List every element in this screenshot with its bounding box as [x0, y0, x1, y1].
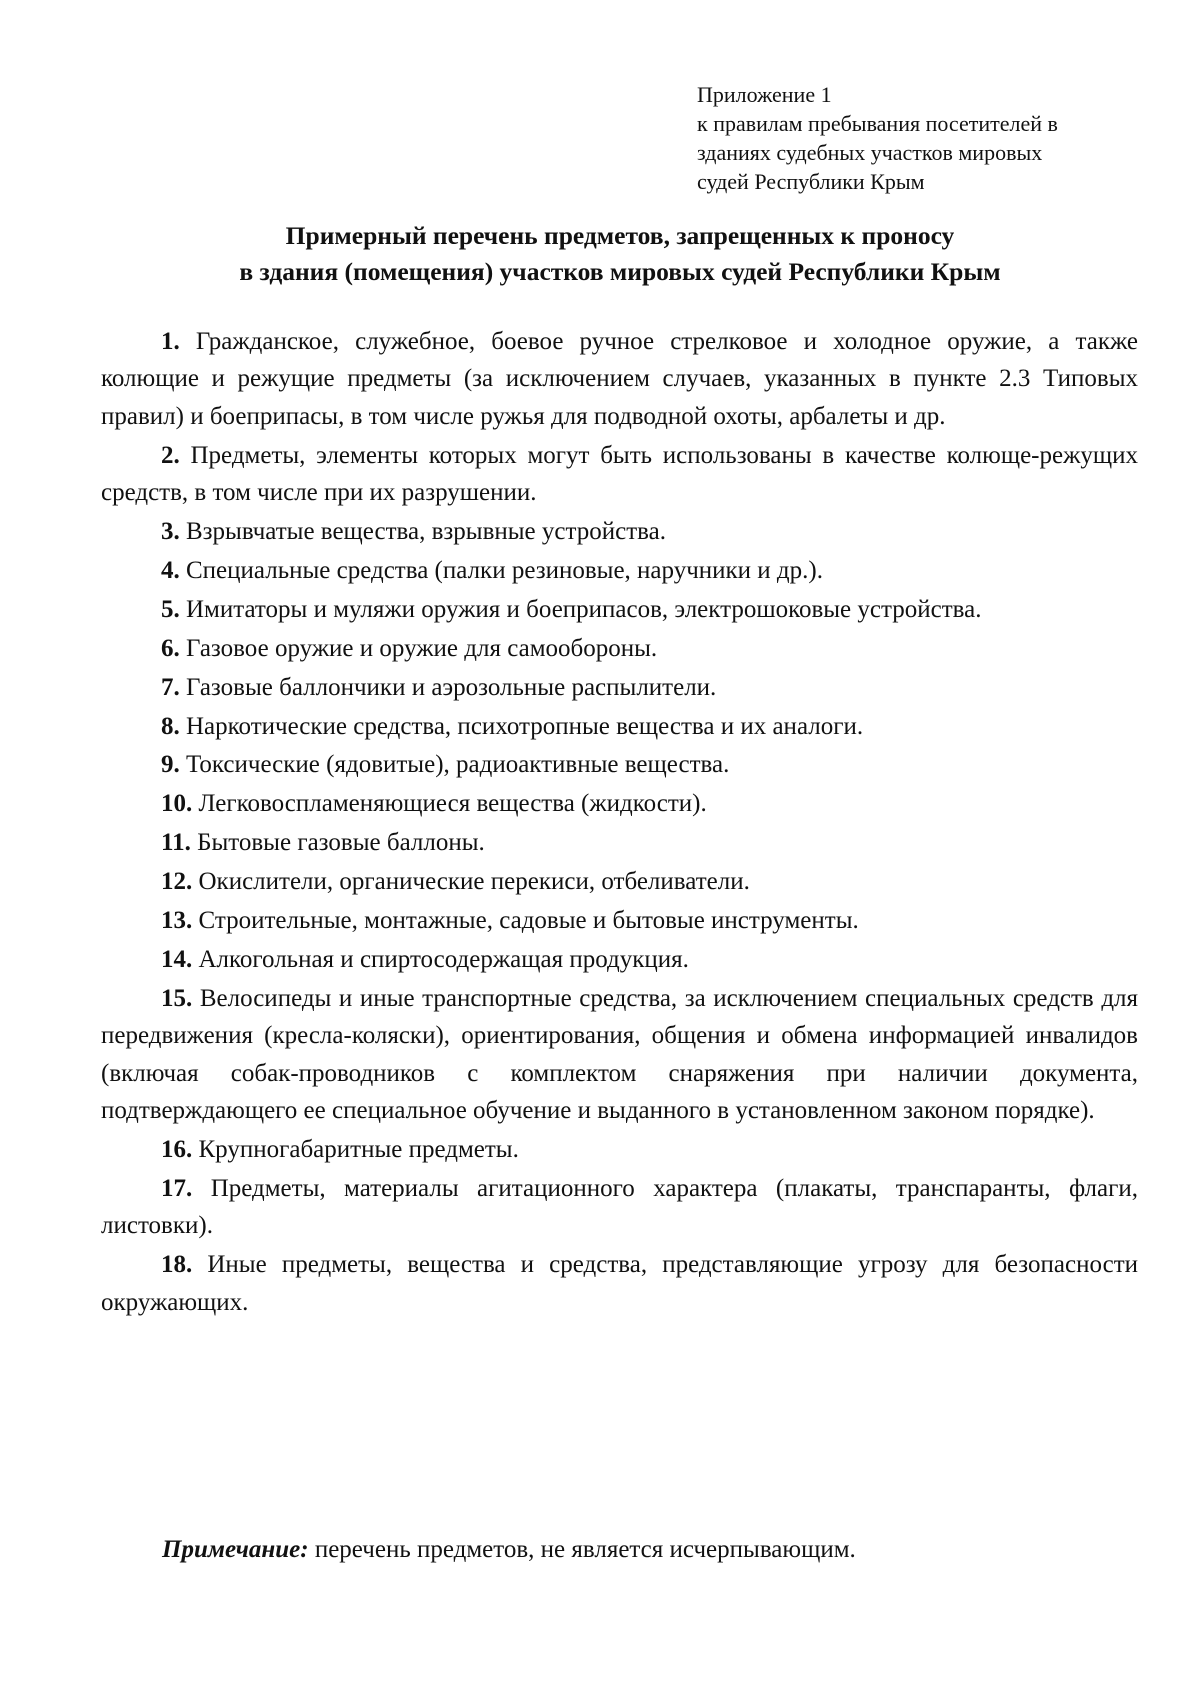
item-text: Предметы, материалы агитационного характера (плакаты, транспаранты, флаги, листовки). — [101, 1174, 1138, 1240]
list-item — [101, 863, 1138, 900]
item-text: Газовое оружие и оружие для самообороны. — [186, 634, 658, 662]
item-text: Предметы, элементы которых могут быть использованы в качестве колюще-режущих средств, в том числе при их разрушении. — [101, 441, 1139, 507]
list-item — [101, 902, 1138, 939]
footnote — [162, 1532, 1062, 1568]
item-text: Алкогольная и спиртосодержащая продукция. — [198, 946, 689, 973]
title-line: Примерный перечень предметов, запрещенных к проносу — [285, 221, 955, 250]
list-item — [101, 513, 1138, 550]
item-text: Окислители, органические перекиси, отбеливатели. — [198, 868, 750, 896]
item-text: Велосипеды и иные транспортные средства, за исключением специальных средств для передвижения (кресла-коляски), ориентирования, общения и обмена информацией инвалидов (включая собак-проводников с комплектом снаряжения при наличии документа, подтверждающего ее специальное обучение и выданного в установленном законом порядке). — [101, 984, 1139, 1125]
list-item — [101, 941, 1138, 978]
prohibited-items-list — [101, 323, 1138, 1323]
item-number: 11. — [161, 829, 191, 857]
item-number: 2. — [161, 441, 180, 469]
item-number: 10. — [161, 790, 193, 818]
list-item — [101, 1131, 1138, 1168]
list-item — [101, 552, 1138, 589]
item-number: 6. — [161, 634, 180, 662]
item-text: Взрывчатые вещества, взрывные устройства. — [186, 518, 666, 546]
list-item — [101, 630, 1138, 667]
note-label: Примечание: — [162, 1536, 309, 1563]
appendix-line: зданиях судебных участков мировых — [697, 140, 1043, 165]
list-item — [101, 708, 1138, 745]
list-item — [101, 437, 1138, 512]
document-title — [100, 218, 1140, 290]
item-text: Специальные средства (палки резиновые, наручники и др.). — [186, 556, 823, 584]
item-text: Легковоспламеняющиеся вещества (жидкости). — [198, 790, 707, 818]
appendix-line: к правилам пребывания посетителей в — [697, 111, 1058, 136]
item-number: 16. — [161, 1136, 193, 1164]
item-number: 8. — [161, 712, 180, 740]
appendix-header — [697, 80, 1137, 196]
item-number: 5. — [161, 595, 180, 623]
item-text: Гражданское, служебное, боевое ручное стрелковое и холодное оружие, а также колющие и режущие предметы (за исключением случаев, указанных в пункте 2.3 Типовых правил) и боеприпасы, в том числе ружья для подводной охоты, арбалеты и др. — [101, 328, 1139, 430]
note-text: перечень предметов, не является исчерпывающим. — [314, 1536, 856, 1563]
item-number: 4. — [161, 556, 180, 584]
appendix-line: Приложение 1 — [697, 82, 832, 107]
item-number: 12. — [161, 868, 193, 896]
item-text: Наркотические средства, психотропные вещества и их аналоги. — [186, 712, 864, 740]
item-text: Иные предметы, вещества и средства, представляющие угрозу для безопасности окружающих. — [101, 1251, 1138, 1316]
list-item — [101, 669, 1138, 706]
list-item — [101, 785, 1138, 822]
list-item — [101, 323, 1138, 435]
list-item — [101, 591, 1138, 628]
item-text: Строительные, монтажные, садовые и бытовые инструменты. — [198, 907, 859, 935]
list-item — [101, 1170, 1138, 1245]
item-text: Имитаторы и муляжи оружия и боеприпасов, электрошоковые устройства. — [186, 595, 982, 623]
list-item — [101, 980, 1138, 1130]
item-number: 15. — [161, 984, 193, 1012]
appendix-line: судей Республики Крым — [697, 169, 925, 194]
item-text: Крупногабаритные предметы. — [198, 1136, 519, 1164]
item-number: 14. — [161, 946, 193, 973]
list-item — [101, 824, 1138, 861]
item-number: 3. — [161, 518, 180, 546]
item-text: Токсические (ядовитые), радиоактивные вещества. — [186, 751, 730, 779]
item-number: 13. — [161, 907, 193, 935]
item-text: Газовые баллончики и аэрозольные распылители. — [186, 673, 717, 701]
item-number: 7. — [161, 673, 180, 701]
item-number: 9. — [161, 751, 180, 779]
item-number: 18. — [161, 1251, 193, 1279]
list-item — [101, 1246, 1138, 1321]
list-item — [101, 746, 1138, 783]
item-number: 17. — [161, 1174, 193, 1202]
item-number: 1. — [161, 328, 180, 355]
title-line: в здания (помещения) участков мировых судей Республики Крым — [239, 257, 1001, 286]
item-text: Бытовые газовые баллоны. — [197, 829, 485, 857]
